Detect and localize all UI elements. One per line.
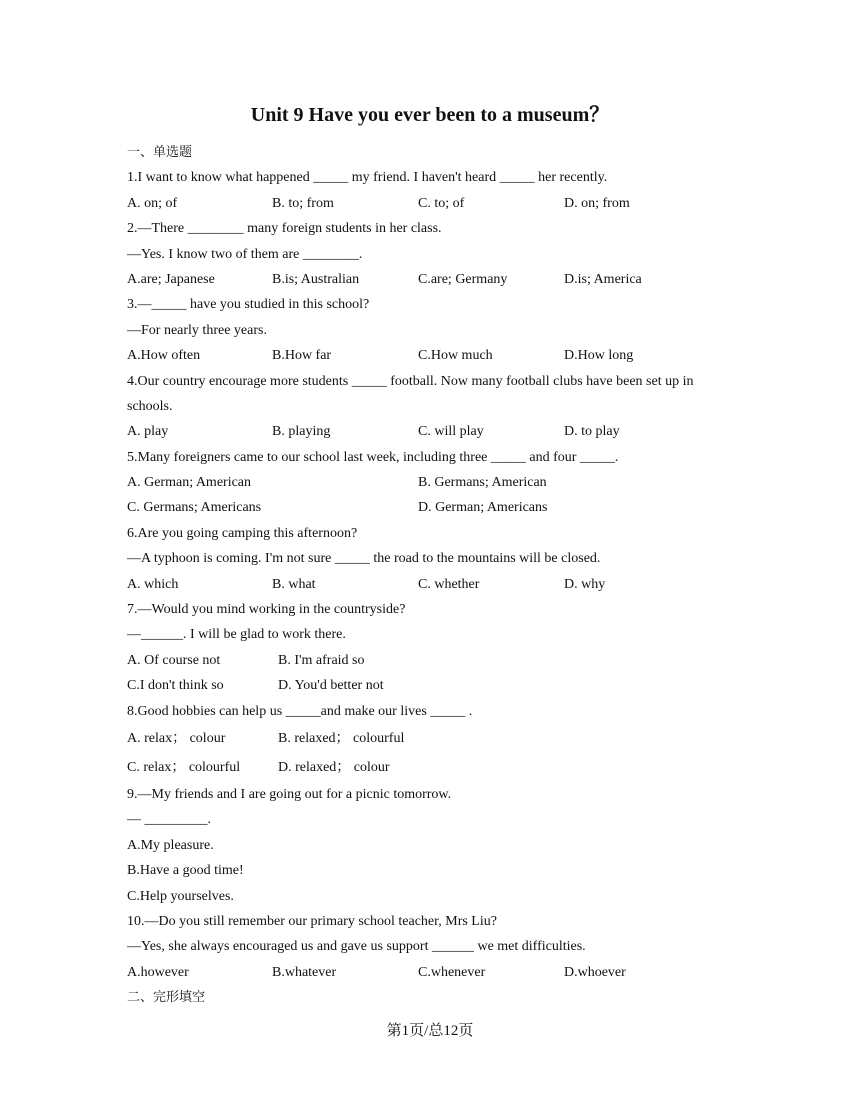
option-d: D. to play bbox=[564, 424, 620, 440]
option-b: B. playing bbox=[272, 424, 331, 440]
option-d: D. You'd better not bbox=[278, 678, 384, 694]
option-a: A.are; Japanese bbox=[127, 271, 215, 287]
option-d: D.How long bbox=[564, 348, 634, 364]
question-1-stem: 1.I want to know what happened _____ my friend. I haven't heard _____ her recently. bbox=[127, 170, 608, 186]
option-c: C.whenever bbox=[418, 964, 486, 980]
question-3-stem-line-2: —For nearly three years. bbox=[127, 322, 267, 338]
question-4-options bbox=[127, 419, 737, 444]
option-a: A. on; of bbox=[127, 195, 178, 211]
question-7-stem-line-2: —______. I will be glad to work there. bbox=[127, 627, 346, 643]
question-7-stem: 7.—Would you mind working in the countryside? bbox=[127, 602, 406, 618]
question-7-options-row-2 bbox=[127, 673, 737, 698]
question-7-options-row-1 bbox=[127, 648, 737, 673]
option-b: B. I'm afraid so bbox=[278, 652, 365, 668]
option-c: C.How much bbox=[418, 348, 493, 364]
page-number-footer: 第1页/总12页 bbox=[386, 1023, 474, 1039]
option-d: D. on; from bbox=[564, 195, 630, 211]
option-a: A. which bbox=[127, 576, 179, 592]
question-6-stem-line-2: —A typhoon is coming. I'm not sure _____ the road to the mountains will be closed. bbox=[127, 551, 601, 567]
question-5-stem: 5.Many foreigners came to our school last week, including three _____ and four _____. bbox=[127, 449, 619, 465]
question-8-options-row-1 bbox=[127, 724, 737, 753]
question-5-options-row-2 bbox=[127, 495, 737, 520]
option-c: C.Help yourselves. bbox=[127, 888, 234, 904]
question-5-options-row-1 bbox=[127, 470, 737, 495]
question-6-options bbox=[127, 572, 737, 597]
document-title: Unit 9 Have you ever been to a museum？ bbox=[250, 104, 610, 126]
option-b: B. what bbox=[272, 576, 316, 592]
option-b: B.whatever bbox=[272, 964, 337, 980]
section-heading-cloze: 二、完形填空 bbox=[127, 990, 206, 1006]
option-a: A. Of course not bbox=[127, 652, 221, 668]
question-3-options bbox=[127, 343, 737, 368]
option-b: B. to; from bbox=[272, 195, 334, 211]
option-b: B. Germans; American bbox=[418, 475, 547, 491]
question-8-options-row-2 bbox=[127, 753, 737, 782]
question-8-stem: 8.Good hobbies can help us _____and make our lives _____ . bbox=[127, 703, 473, 719]
option-c: C. relax； colourful bbox=[127, 759, 241, 775]
option-c: C.are; Germany bbox=[418, 271, 508, 287]
question-10-stem: 10.—Do you still remember our primary school teacher, Mrs Liu? bbox=[127, 913, 497, 929]
option-b: B.is; Australian bbox=[272, 271, 360, 287]
option-b: B. relaxed； colourful bbox=[278, 730, 405, 746]
question-6-stem: 6.Are you going camping this afternoon? bbox=[127, 525, 358, 541]
option-a: A. play bbox=[127, 424, 169, 440]
question-10-options bbox=[127, 960, 737, 985]
option-c: C. will play bbox=[418, 424, 484, 440]
option-a: A.however bbox=[127, 964, 189, 980]
document-body bbox=[127, 140, 737, 1011]
option-b: B.How far bbox=[272, 348, 332, 364]
question-3-stem: 3.—_____ have you studied in this school? bbox=[127, 297, 370, 313]
question-9-stem: 9.—My friends and I are going out for a picnic tomorrow. bbox=[127, 786, 452, 802]
option-b: B.Have a good time! bbox=[127, 863, 244, 879]
option-d: D.whoever bbox=[564, 964, 626, 980]
option-a: A. German; American bbox=[127, 475, 252, 491]
option-d: D. why bbox=[564, 576, 606, 592]
question-4-stem-line-2: schools. bbox=[127, 398, 173, 414]
option-d: D. relaxed； colour bbox=[278, 759, 390, 775]
option-a: A.My pleasure. bbox=[127, 837, 214, 853]
option-c: C. Germans; Americans bbox=[127, 500, 262, 516]
option-d: D. German; Americans bbox=[418, 500, 548, 516]
option-c: C. to; of bbox=[418, 195, 465, 211]
question-2-stem-line-2: —Yes. I know two of them are ________. bbox=[127, 246, 363, 262]
option-c: C. whether bbox=[418, 576, 480, 592]
option-a: A. relax； colour bbox=[127, 730, 226, 746]
question-10-stem-line-2: —Yes, she always encouraged us and gave us support ______ we met difficulties. bbox=[127, 939, 586, 955]
option-a: A.How often bbox=[127, 348, 201, 364]
question-4-stem: 4.Our country encourage more students _____ football. Now many football clubs have been set up in bbox=[127, 373, 694, 389]
question-2-options bbox=[127, 267, 737, 292]
question-2-stem: 2.—There ________ many foreign students in her class. bbox=[127, 221, 442, 237]
question-9-stem-line-2: — _________. bbox=[127, 812, 211, 828]
option-d: D.is; America bbox=[564, 271, 642, 287]
option-c: C.I don't think so bbox=[127, 678, 224, 694]
section-heading-single-choice: 一、单选题 bbox=[127, 145, 193, 160]
question-1-options bbox=[127, 191, 737, 216]
